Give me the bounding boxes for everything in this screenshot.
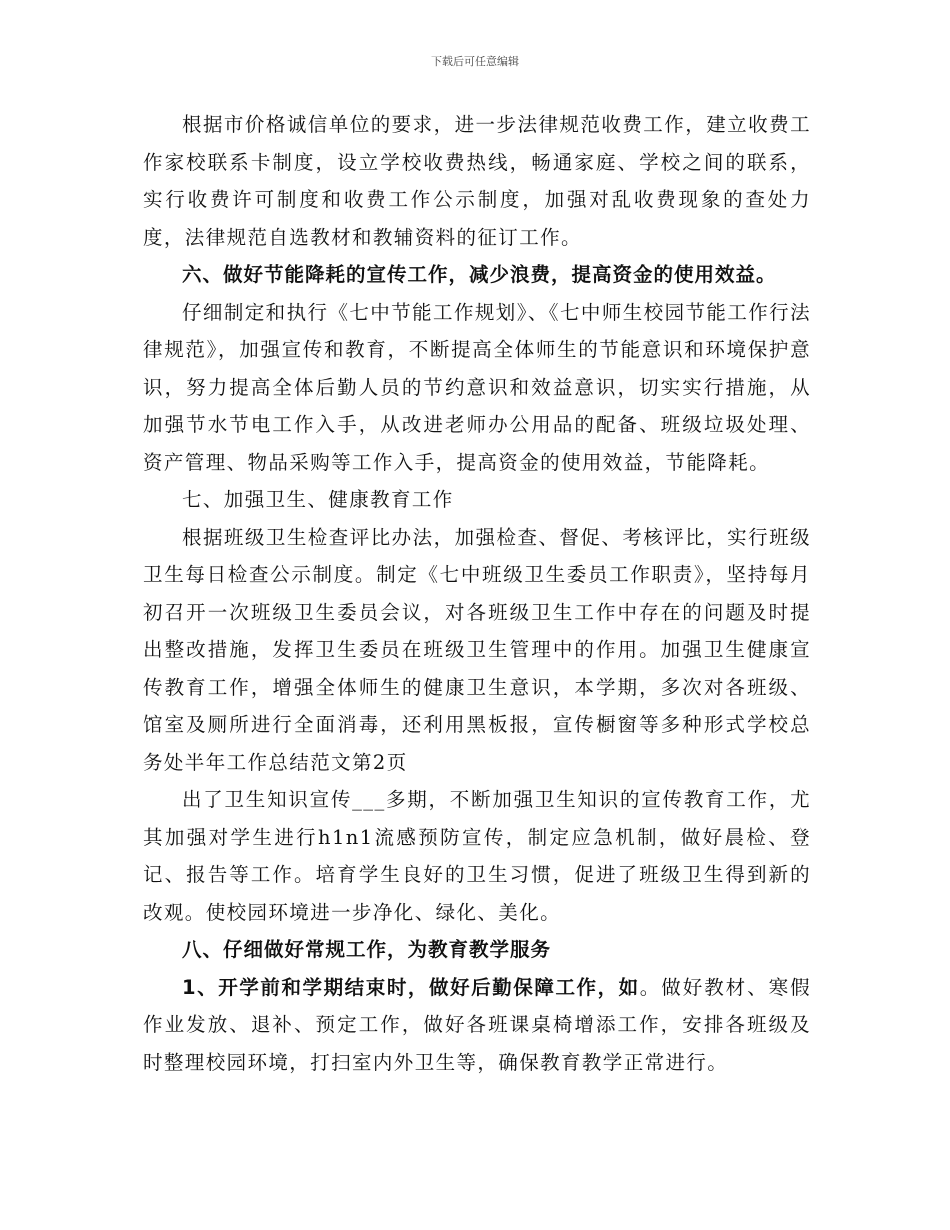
paragraph-energy-saving: 仔细制定和执行《七中节能工作规划》、《七中师生校园节能工作行法律规范》，加强宣传和教育，不断提高全体师生的节能意识和环境保护意识，努力提高全体后勤人员的节约意识和效益意识，切实实行措施，从加强节水节电工作入手，从改进老师办公用品的配备、班级垃圾处理、资产管理、物品采购等工作入手，提高资金的使用效益，节能降耗。 [143, 300, 811, 474]
paragraph-logistics [143, 969, 811, 1082]
section-heading-6: 六、做好节能降耗的宣传工作，减少浪费，提高资金的使用效益。 [182, 263, 777, 286]
section-heading-7: 七、加强卫生、健康教育工作 [182, 488, 454, 511]
paragraph-hygiene-education: 出了卫生知识宣传___多期，不断加强卫生知识的宣传教育工作，尤其加强对学生进行h1n1流感预防宣传，制定应急机制，做好晨检、登记、报告等工作。培育学生良好的卫生习惯，促进了班级卫生得到新的改观。使校园环境进一步净化、绿化、美化。 [143, 788, 811, 924]
page-header: 下载后可任意编辑 [431, 55, 519, 68]
document-body [143, 106, 811, 1081]
paragraph-hygiene-inspection: 根据班级卫生检查评比办法，加强检查、督促、考核评比，实行班级卫生每日检查公示制度。制定《七中班级卫生委员工作职责》，坚持每月初召开一次班级卫生委员会议，对各班级卫生工作中存在的问题及时提出整改措施，发挥卫生委员在班级卫生管理中的作用。加强卫生健康宣传教育工作，增强全体师生的健康卫生意识，本学期，多次对各班级、馆室及厕所进行全面消毒，还利用黑板报，宣传橱窗等多种形式学校总务处半年工作总结范文第2页 [143, 525, 811, 774]
paragraph-fee-regulation: 根据市价格诚信单位的要求，进一步法律规范收费工作，建立收费工作家校联系卡制度，设立学校收费热线，畅通家庭、学校之间的联系，实行收费许可制度和收费工作公示制度，加强对乱收费现象的查处力度，法律规范自选教材和教辅资料的征订工作。 [143, 113, 811, 249]
section-heading-8: 八、仔细做好常规工作，为教育教学服务 [182, 938, 552, 961]
paragraph-logistics-rest: 。做好教材、寒假作业发放、退补、预定工作，做好各班课桌椅增添工作，安排各班级及时整理校园环境，打扫室内外卫生等，确保教育教学正常进行。 [143, 975, 812, 1074]
paragraph-logistics-lead: 1、开学前和学期结束时，做好后勤保障工作，如 [182, 975, 640, 999]
